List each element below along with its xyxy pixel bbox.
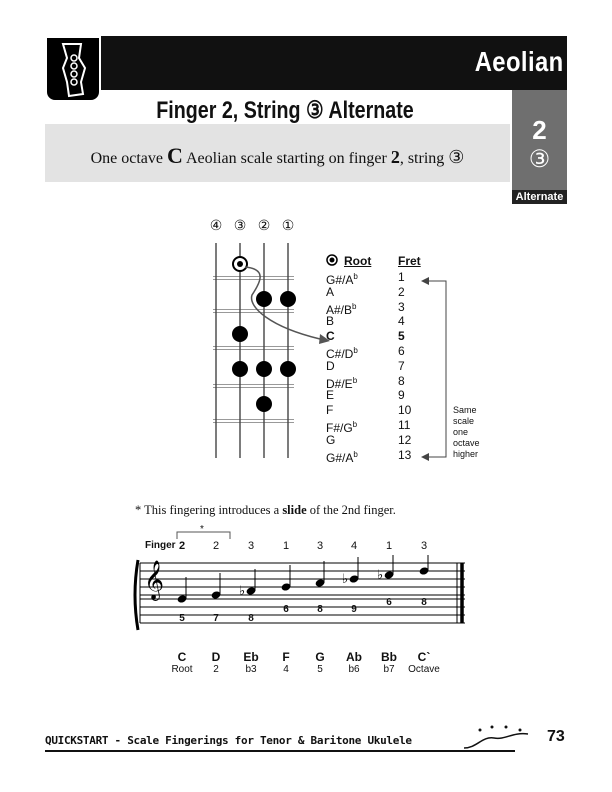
fret-cell: 3: [398, 299, 405, 314]
note-cell: E: [326, 388, 335, 403]
banner-text: [45, 143, 510, 169]
note-line: scale: [453, 416, 475, 426]
tab-fret: 8: [421, 597, 427, 608]
ukulele-footer-icon: [462, 722, 532, 752]
tab-fret: 6: [283, 604, 289, 615]
page-title: Finger 2, String ③ Alternate: [156, 97, 414, 124]
banner-post: , string: [399, 150, 445, 167]
note-cell: D: [326, 358, 335, 373]
footnote-pre: * This fingering introduces a: [135, 503, 280, 517]
note-cell: B: [326, 314, 335, 329]
mode-title: Aeolian: [475, 46, 564, 77]
string-number-2: ②: [257, 217, 271, 233]
flat-sign-icon: ♭: [342, 571, 349, 586]
flat-sign-icon: ♭: [239, 583, 246, 598]
tab-fret: 6: [386, 597, 392, 608]
string-number-3: ③: [233, 217, 247, 233]
finger-number: 1: [282, 540, 290, 552]
note-name: Eb: [243, 650, 259, 664]
slide-marker: *: [200, 524, 204, 535]
note-cell: $C\#/D^b$: [326, 345, 358, 361]
treble-clef-icon: 𝄞: [144, 560, 165, 600]
fret-cell: 10: [398, 403, 412, 418]
fret-cell: 11: [398, 417, 411, 432]
finger-number: 1: [385, 540, 393, 552]
note-cell: C: [326, 329, 335, 344]
footnote: [135, 503, 396, 518]
tab-fret: 7: [213, 613, 219, 624]
finger-number: 2: [212, 540, 220, 552]
fret-cell: 12: [398, 432, 412, 447]
banner-key: C: [166, 143, 183, 168]
fret-cell: 9: [398, 388, 405, 403]
scale-degree: 2: [213, 664, 219, 675]
finger-number: 3: [316, 540, 324, 552]
note-cell: $F\#/G^b$: [326, 419, 358, 435]
finger-number: 3: [247, 540, 255, 552]
scale-degree: b3: [245, 664, 257, 675]
slide-bracket: [175, 530, 235, 540]
slide-arrow-icon: [240, 265, 340, 345]
note-name: Bb: [381, 650, 397, 664]
note-name: C`: [417, 650, 431, 664]
scale-degree: b7: [383, 664, 395, 675]
tab-label: Alternate: [512, 190, 567, 204]
fret-cell: 6: [398, 343, 405, 358]
note-cell: G: [326, 432, 336, 447]
note-name: F: [282, 650, 290, 664]
flat-sign-icon: ♭: [377, 567, 384, 582]
banner-mid: Aeolian scale starting on finger: [186, 150, 387, 167]
banner-pre: One octave: [90, 150, 163, 167]
finger-dot: [232, 361, 248, 377]
fret-cell: 5: [398, 329, 405, 344]
banner-string: ③: [448, 147, 465, 167]
scale-degree: Octave: [408, 664, 440, 675]
tab-string: ③: [528, 146, 551, 173]
finger-number: 2: [178, 540, 186, 552]
tab-fret: 5: [179, 613, 185, 624]
note-cell: $G\#/A^b$: [326, 449, 358, 465]
note-cell: $D\#/E^b$: [326, 375, 358, 391]
footer-line: [45, 750, 515, 752]
note-name: D: [211, 650, 221, 664]
fret-cell: 13: [398, 447, 412, 462]
footnote-bold: slide: [282, 503, 307, 517]
note-cell: $G\#/A^b$: [326, 272, 358, 287]
string-number-4: ④: [209, 217, 223, 233]
tab-fret: 9: [351, 604, 357, 615]
page-number: 73: [547, 728, 565, 745]
fret-cell: 4: [398, 314, 405, 329]
note-name: G: [315, 650, 325, 664]
scale-degree: Root: [171, 664, 193, 675]
fret-cell: 8: [398, 373, 405, 388]
finger-dot: [280, 361, 296, 377]
string-number-1: ①: [281, 217, 295, 233]
root-symbol-icon: [326, 254, 338, 266]
scale-degree: 5: [317, 664, 323, 675]
finger-number: 3: [420, 540, 428, 552]
note-name: C: [177, 650, 187, 664]
tab-fret: 8: [248, 613, 254, 624]
note-line: Same: [453, 405, 477, 415]
scale-degree: 4: [283, 664, 289, 675]
note-line: higher: [453, 449, 479, 459]
fret-cell: 1: [398, 270, 405, 284]
tab-finger: 2: [532, 115, 547, 145]
octave-bracket-icon: [420, 275, 452, 465]
footer-text: QUICKSTART - Scale Fingerings for Tenor & Baritone Ukulele: [45, 734, 412, 747]
fret-cell: 2: [398, 284, 405, 299]
note-cell: $A\#/B^b$: [326, 301, 357, 317]
note-name: Ab: [346, 650, 362, 664]
footnote-post: of the 2nd finger.: [309, 503, 396, 517]
fret-header: Fret: [398, 254, 421, 268]
scale-degree: b6: [348, 664, 360, 675]
note-line: octave: [453, 438, 480, 448]
root-header: Root: [344, 254, 372, 268]
ukulele-logo: [45, 36, 101, 102]
note-line: one: [453, 427, 469, 437]
finger-label: Finger: [145, 540, 176, 551]
note-cell: A: [326, 284, 335, 299]
octave-note: [453, 405, 493, 460]
fret-cell: 7: [398, 358, 405, 373]
tab-fret: 8: [317, 604, 323, 615]
finger-dot: [256, 396, 272, 412]
finger-number: 4: [350, 540, 358, 552]
banner-finger: 2: [390, 147, 400, 167]
finger-dot: [256, 361, 272, 377]
note-cell: F: [326, 403, 334, 418]
